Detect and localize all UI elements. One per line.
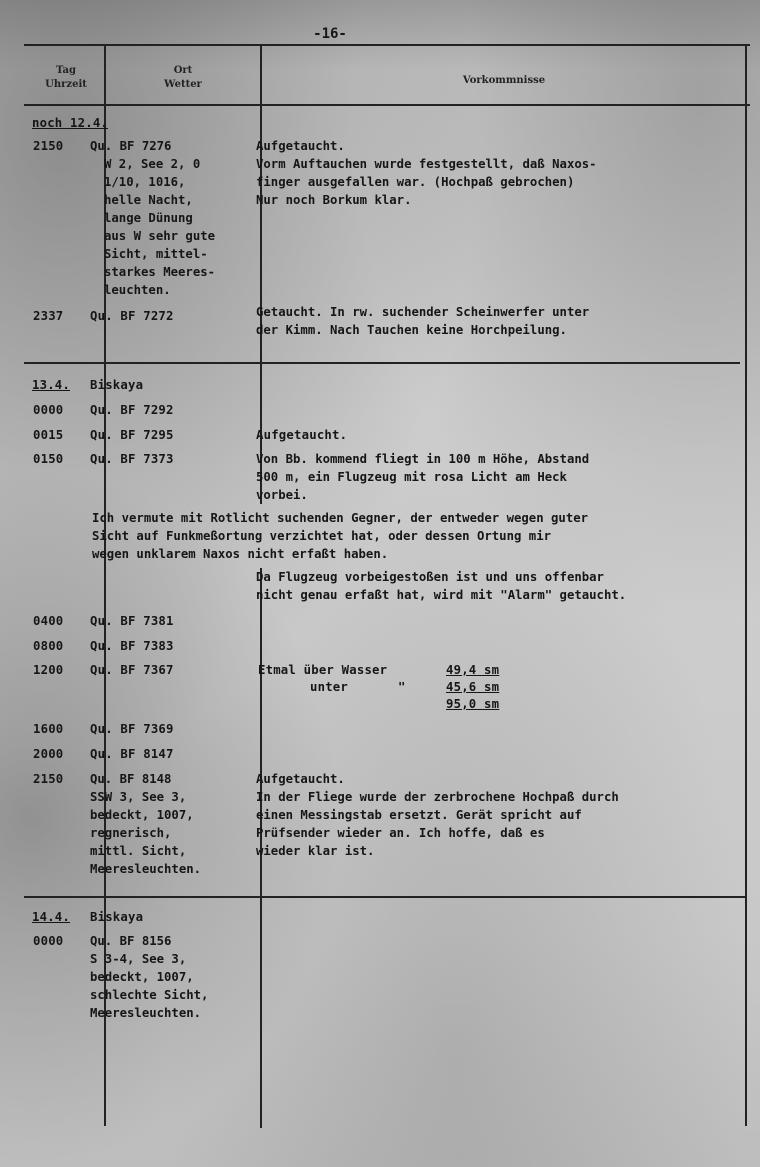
entry-time: 0800 (33, 639, 64, 653)
header-uhrzeit: Uhrzeit (45, 79, 87, 90)
page-number: -16- (313, 26, 347, 42)
entry-time: 0000 (33, 403, 64, 417)
column-note: Da Flugzeug vorbeigestoßen ist und uns offenbar nicht genau erfaßt hat, wird mit "Alarm" getaucht. (256, 570, 627, 602)
etmal-over-value: 49,4 sm (446, 663, 500, 677)
etmal-ditto: " (398, 680, 406, 694)
etmal-under-label: unter (310, 680, 349, 694)
etmal-total-value: 95,0 sm (446, 697, 500, 711)
section-divider-2 (24, 896, 746, 898)
entry-place-weather: Qu. BF 7381 (90, 614, 174, 628)
entry-time: 1600 (33, 722, 64, 736)
entry-place-weather: Qu. BF 7292 (90, 403, 174, 417)
section-location: Biskaya (90, 910, 144, 924)
entry-place-weather: Qu. BF 7295 (90, 428, 174, 442)
section-date: 14.4. (32, 910, 71, 924)
entry-time: 2337 (33, 309, 64, 323)
header-col-place-weather (108, 64, 258, 92)
entry-place-weather: Qu. BF 8147 (90, 747, 174, 761)
entry-place-weather: Qu. BF 8156 S 3-4, See 3, bedeckt, 1007, schlechte Sicht, Meeresleuchten. (90, 934, 209, 1020)
entry-events: Von Bb. kommend fliegt in 100 m Höhe, Abstand 500 m, ein Flugzeug mit rosa Licht am Heck vorbei. (256, 452, 590, 502)
entry-time: 1200 (33, 663, 64, 677)
entry-events: Getaucht. In rw. suchender Scheinwerfer unter der Kimm. Nach Tauchen keine Horchpeilung. (256, 305, 590, 337)
entry-place-weather: Qu. BF 7383 (90, 639, 174, 653)
header-col-events: Vorkommnisse (462, 75, 546, 86)
header-ort: Ort (173, 65, 193, 76)
entry-place-weather: Qu. BF 7276 W 2, See 2, 0 1/10, 1016, helle Nacht, lange Dünung aus W sehr gute Sicht, mittel- starkes Meeres- leuchten. (90, 139, 216, 297)
header-tag: Tag (56, 65, 76, 76)
entry-time: 2000 (33, 747, 64, 761)
section-divider-1 (24, 362, 740, 364)
etmal-under-value: 45,6 sm (446, 680, 500, 694)
section-date: noch 12.4. (32, 116, 109, 130)
entry-time: 0015 (33, 428, 64, 442)
entry-events: Aufgetaucht. In der Fliege wurde der zerbrochene Hochpaß durch einen Messingstab ersetzt. Gerät spricht auf Prüfsender wieder an. Ich hoffe, daß es wieder klar ist. (256, 772, 619, 858)
etmal-over-label: Etmal über Wasser (258, 663, 388, 677)
header-wetter: Wetter (164, 79, 202, 90)
entry-time: 2150 (33, 772, 64, 786)
entry-place-weather: Qu. BF 7373 (90, 452, 174, 466)
entry-time: 0400 (33, 614, 64, 628)
header-bottom-border (24, 104, 750, 106)
entry-time: 0150 (33, 452, 64, 466)
entry-time: 0000 (33, 934, 64, 948)
wide-note: Ich vermute mit Rotlicht suchenden Gegner, der entweder wegen guter Sicht auf Funkmeßortung verzichtet hat, oder dessen Ortung mir wegen unklarem Naxos nicht erfaßt haben. (92, 511, 589, 561)
right-border (745, 46, 747, 1126)
entry-events: Aufgetaucht. Vorm Auftauchen wurde festgestellt, daß Naxos- finger ausgefallen war. (Hochpaß gebrochen) Nur noch Borkum klar. (256, 139, 597, 207)
entry-place-weather: Qu. BF 7272 (90, 309, 174, 323)
entry-place-weather: Qu. BF 8148 SSW 3, See 3, bedeckt, 1007, regnerisch, mittl. Sicht, Meeresleuchten. (90, 772, 202, 876)
entry-place-weather: Qu. BF 7369 (90, 722, 174, 736)
entry-place-weather: Qu. BF 7367 (90, 663, 174, 677)
table-top-border (24, 44, 750, 46)
header-col-day-time (28, 64, 104, 92)
section-date: 13.4. (32, 378, 71, 392)
section-location: Biskaya (90, 378, 144, 392)
entry-events: Aufgetaucht. (256, 428, 348, 442)
entry-time: 2150 (33, 139, 64, 153)
